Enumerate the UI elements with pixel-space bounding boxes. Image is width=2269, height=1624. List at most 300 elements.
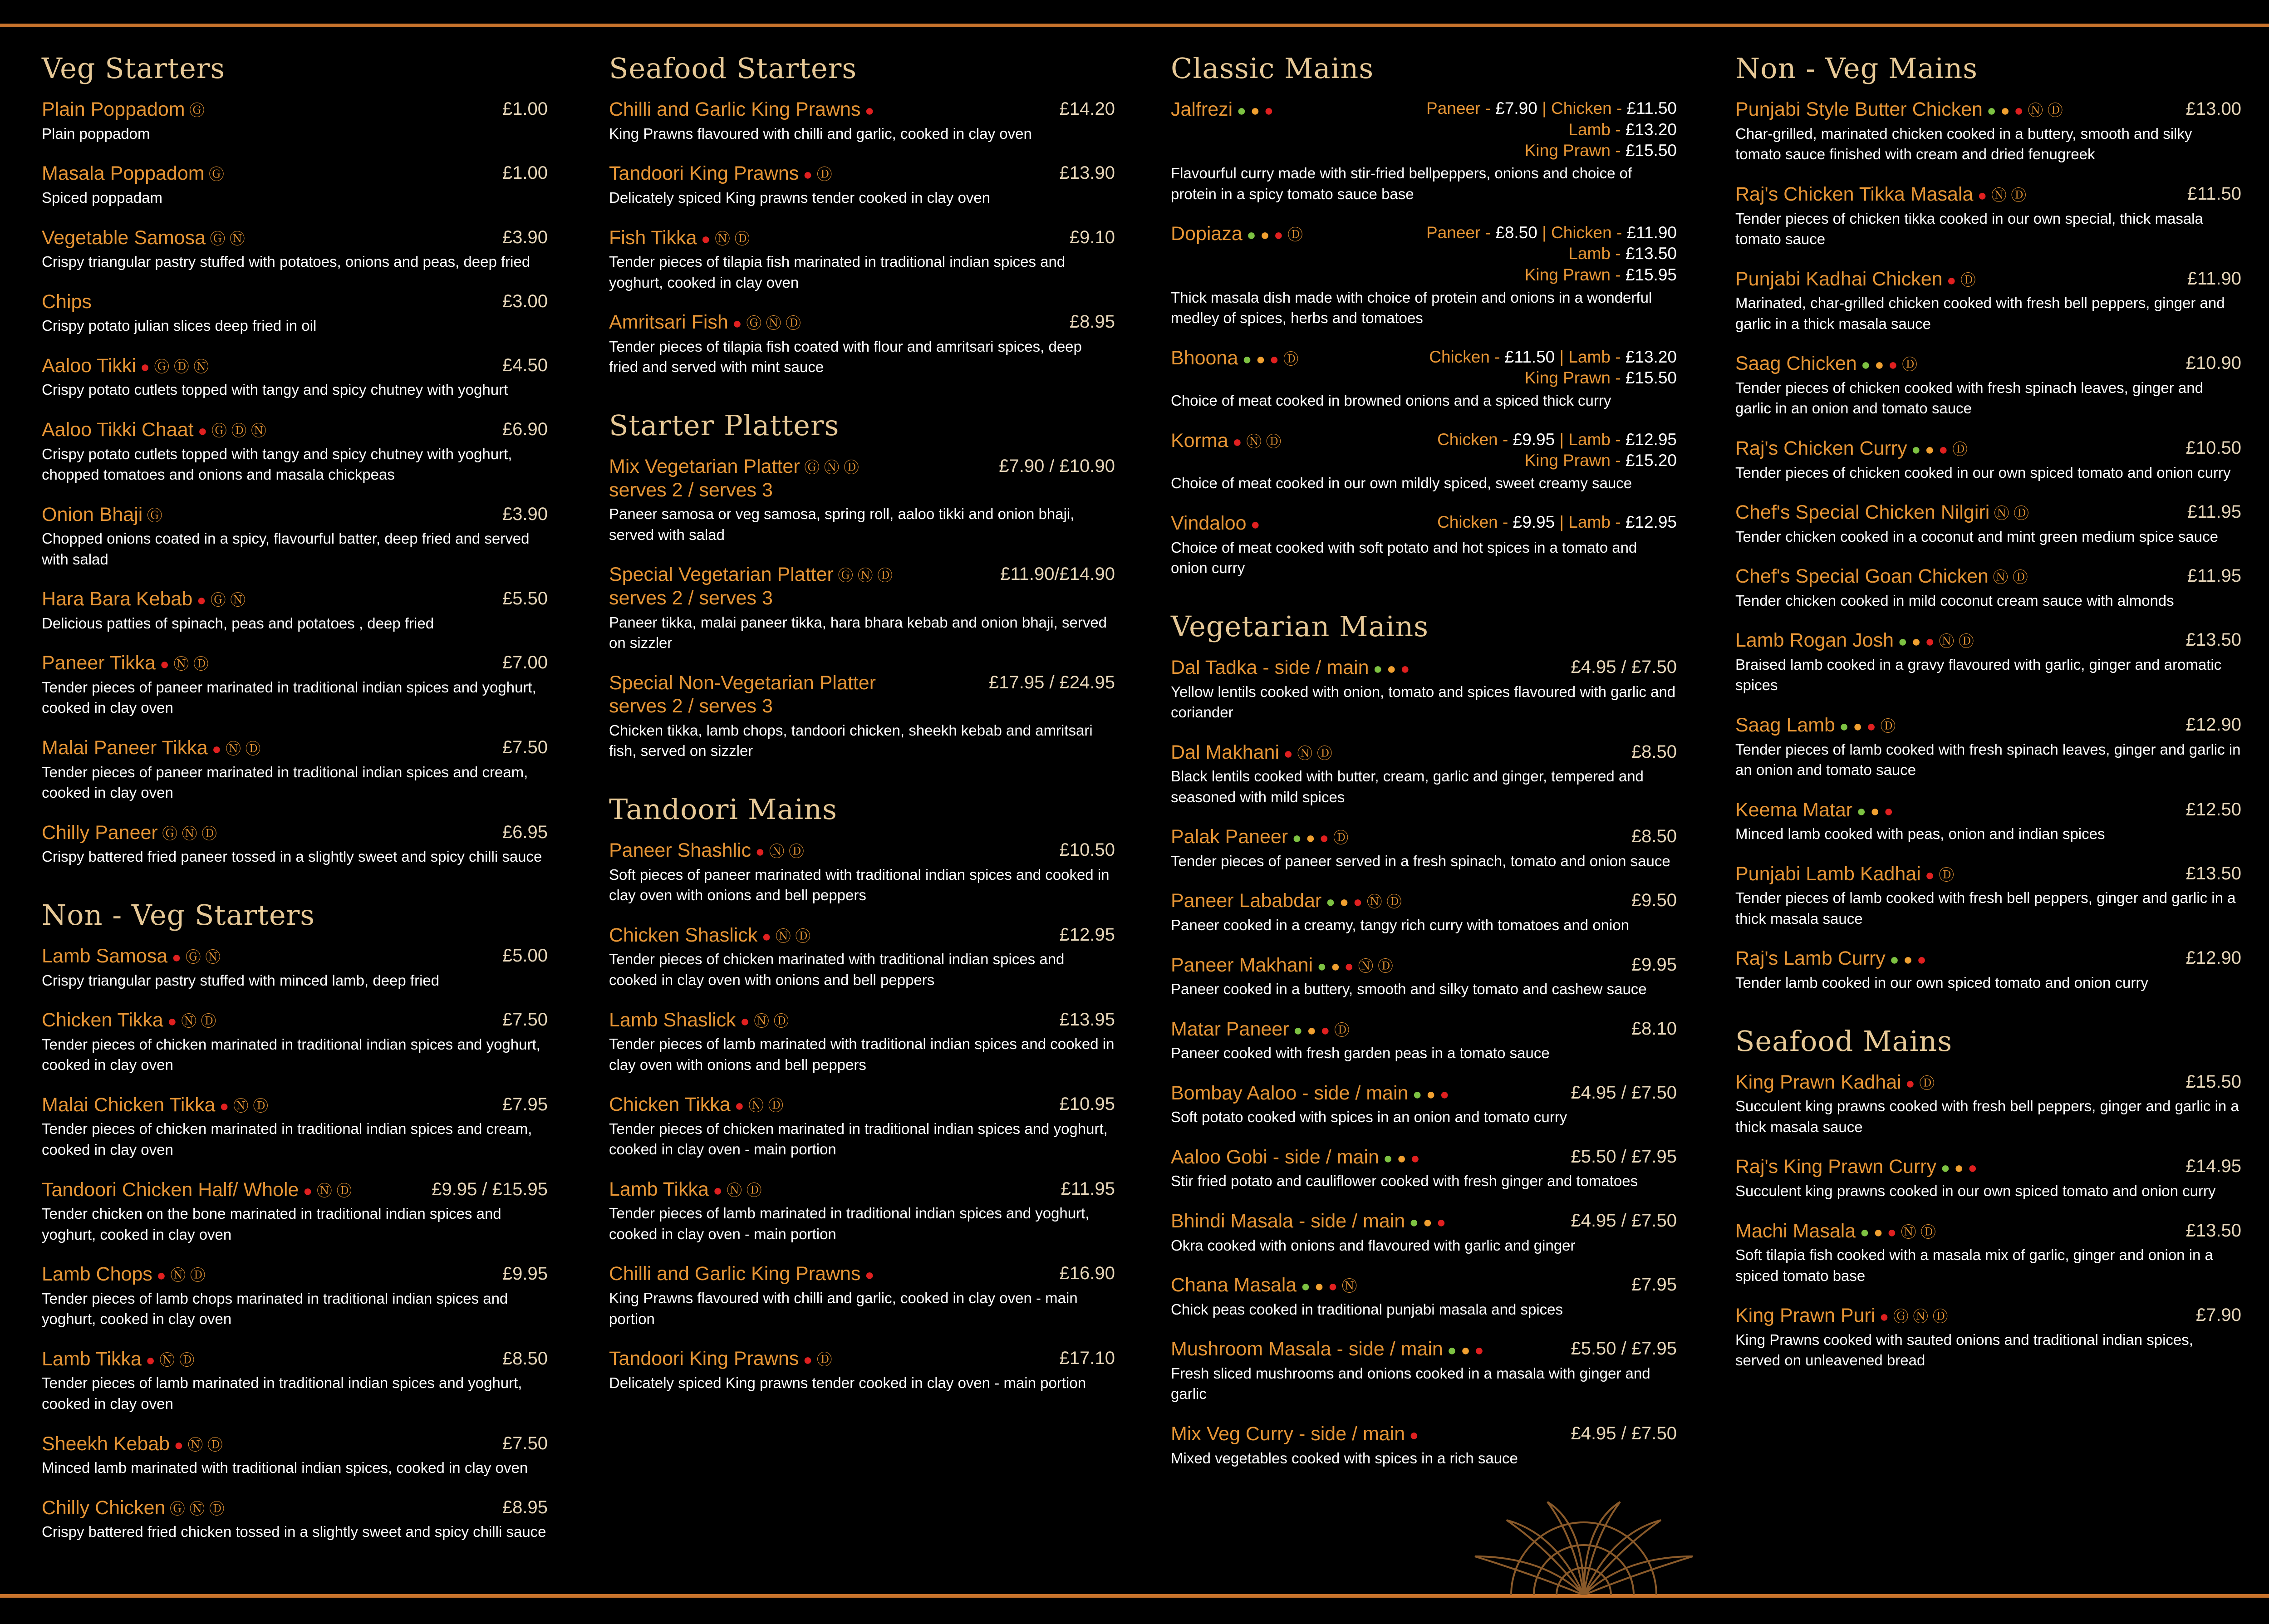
dairy-icon: Ⓓ: [2009, 505, 2029, 523]
item-name: Tandoori Chicken Half/ Whole: [42, 1178, 299, 1201]
item-name: Masala Poppadom: [42, 162, 205, 185]
item-price: £9.10: [1069, 227, 1115, 247]
dairy-icon: Ⓓ: [764, 1097, 784, 1115]
item-price: £11.95: [2187, 502, 2241, 522]
item-description: Yellow lentils cooked with onion, tomato and spices flavoured with garlic and coriander: [1171, 683, 1676, 721]
spice-dot-icon: ●: [1228, 433, 1242, 451]
spice-dot-icon: ●: [1405, 1214, 1419, 1231]
item-price: £8.10: [1631, 1018, 1677, 1039]
item-price: £8.50: [1631, 741, 1677, 762]
menu-item: [1171, 512, 1677, 579]
spice-dot-icon: ●: [799, 1351, 813, 1369]
item-name: Mix Vegetarian Platter: [609, 456, 800, 478]
item-description: Flavourful curry made with stir-fried bellpeppers, onions and choice of protein in a spicy tomato sauce base: [1171, 165, 1632, 202]
section-non-veg-starters: [42, 899, 548, 1542]
menu-item: [1735, 863, 2241, 929]
section-starter-platters: [609, 409, 1115, 761]
item-name: Sheekh Kebab: [42, 1433, 170, 1455]
item-description: Plain poppadom: [42, 125, 150, 142]
column-1: [42, 52, 548, 1560]
price-label: | Lamb -: [1555, 430, 1626, 449]
spice-dot-icon: ●: [1912, 951, 1926, 969]
item-price: £4.95 / £7.50: [1571, 657, 1677, 677]
price-value: £7.90: [1495, 99, 1537, 118]
spice-dot-icon: ●: [299, 1182, 313, 1200]
item-name: Chicken Tikka: [609, 1094, 731, 1116]
item-description: Soft pieces of paneer marinated with traditional indian spices and cooked in clay oven with onions and bell peppers: [609, 866, 1110, 904]
spice-dot-icon: ●: [1856, 1223, 1870, 1241]
spice-dot-icon: ●: [1335, 893, 1349, 911]
item-name: Aaloo Gobi - side / main: [1171, 1146, 1379, 1168]
spice-dot-icon: ●: [1260, 102, 1274, 120]
menu-item: [42, 1178, 548, 1245]
nuts-icon: Ⓝ: [2023, 102, 2043, 120]
spice-dot-icon: ●: [1252, 350, 1266, 368]
item-description: Tender chicken on the bone marinated in traditional indian spices and yoghurt, cooked in clay oven: [42, 1205, 501, 1243]
dairy-icon: Ⓓ: [227, 422, 247, 440]
section-title: Non - Veg Mains: [1735, 52, 1978, 85]
item-name: Bombay Aaloo - side / main: [1171, 1082, 1409, 1104]
gluten-icon: Ⓖ: [1889, 1308, 1909, 1326]
item-name: Raj's Chicken Curry: [1735, 437, 1907, 459]
price-label: Lamb -: [1568, 120, 1626, 139]
menu-item: [1171, 222, 1677, 329]
price-value: £9.95: [1513, 512, 1555, 531]
spice-dot-icon: ●: [730, 1097, 744, 1115]
menu-item: [1171, 741, 1677, 808]
menu-item: [1171, 98, 1677, 204]
item-price: £5.50 / £7.95: [1571, 1339, 1677, 1359]
spice-dot-icon: ●: [1269, 226, 1283, 244]
spice-dot-icon: ●: [1936, 1159, 1950, 1177]
dairy-icon: Ⓓ: [1312, 745, 1332, 762]
item-description: Tender pieces of tilapia fish coated with flour and amritsari spices, deep fried and served with mint sauce: [609, 338, 1082, 376]
item-name: Punjabi Kadhai Chicken: [1735, 268, 1943, 290]
spice-dot-icon: ●: [1369, 660, 1383, 677]
item-name: Paneer Shashlic: [609, 839, 751, 862]
item-price: £13.95: [1059, 1009, 1115, 1030]
dairy-icon: Ⓓ: [1262, 433, 1282, 451]
gluten-icon: Ⓖ: [206, 230, 226, 248]
spice-dot-icon: ●: [1288, 829, 1302, 847]
spice-dot-icon: ●: [799, 166, 813, 184]
spice-dot-icon: ●: [1246, 515, 1260, 533]
price-value: £11.50: [1626, 99, 1677, 118]
item-price: £4.95 / £7.50: [1571, 1211, 1677, 1231]
menu-item: [1735, 1220, 2241, 1286]
nuts-icon: Ⓝ: [183, 1436, 203, 1454]
nuts-icon: Ⓝ: [749, 1012, 770, 1030]
spice-dot-icon: ●: [1973, 186, 1987, 204]
menu-item: [42, 736, 548, 803]
item-name: Chilli and Garlic King Prawns: [609, 1263, 861, 1285]
item-price: £1.00: [502, 163, 548, 183]
spice-dot-icon: ●: [141, 1351, 155, 1369]
item-description: Tender chicken cooked in mild coconut cream sauce with almonds: [1735, 592, 2174, 609]
item-description: Delicately spiced King prawns tender cooked in clay oven - main portion: [609, 1374, 1086, 1391]
dairy-icon: Ⓓ: [2008, 569, 2028, 587]
item-description: Stir fried potato and cauliflower cooked with fresh ginger and tomatoes: [1171, 1173, 1638, 1190]
item-name: Tandoori King Prawns: [609, 1348, 799, 1370]
item-name: Matar Paneer: [1171, 1018, 1289, 1040]
menu-item: [1171, 1274, 1677, 1320]
spice-dot-icon: ●: [1982, 102, 1996, 120]
nuts-icon: Ⓝ: [226, 592, 246, 609]
spice-dot-icon: ●: [170, 1436, 184, 1454]
item-name: Chicken Shaslick: [609, 924, 758, 946]
item-description: Fresh sliced mushrooms and onions cooked in a masala with ginger and garlic: [1171, 1364, 1650, 1403]
dairy-icon: Ⓓ: [1373, 957, 1393, 975]
item-name: Raj's Lamb Curry: [1735, 947, 1886, 970]
dairy-icon: Ⓓ: [1916, 1223, 1936, 1241]
menu-item: [1735, 352, 2241, 419]
item-price: £7.95: [502, 1094, 548, 1114]
item-price: £11.95: [2187, 566, 2241, 586]
spice-dot-icon: ●: [1883, 1223, 1897, 1241]
item-description: Minced lamb cooked with peas, onion and indian spices: [1735, 825, 2105, 843]
item-description: Minced lamb marinated with traditional indian spices, cooked in clay oven: [42, 1459, 528, 1477]
item-description: Choice of meat cooked in our own mildly spiced, sweet creamy sauce: [1171, 475, 1632, 492]
dairy-icon: Ⓓ: [1283, 226, 1303, 244]
menu-item: [1171, 825, 1677, 871]
item-name: Vindaloo: [1171, 512, 1247, 534]
mandala-ornament-icon: [1466, 1497, 1702, 1595]
item-price: £14.95: [2186, 1156, 2241, 1177]
dairy-icon: Ⓓ: [203, 1436, 223, 1454]
spice-dot-icon: ●: [1396, 660, 1410, 677]
price-label: Lamb -: [1568, 244, 1626, 263]
price-label: King Prawn -: [1524, 141, 1626, 160]
item-description: Braised lamb cooked in a gravy flavoured with garlic, ginger and aromatic spices: [1735, 656, 2222, 694]
menu-item: [1735, 629, 2241, 696]
dairy-icon: Ⓓ: [1934, 866, 1955, 884]
item-name: Lamb Rogan Josh: [1735, 629, 1894, 652]
item-name: Malai Paneer Tikka: [42, 737, 208, 759]
menu-item: [609, 839, 1115, 906]
spice-dot-icon: ●: [1297, 1278, 1311, 1295]
spice-dot-icon: ●: [1326, 957, 1341, 975]
spice-dot-icon: ●: [1848, 717, 1862, 735]
item-name: Special Vegetarian Platter: [609, 564, 834, 586]
item-name: Fish Tikka: [609, 226, 697, 249]
spice-dot-icon: ●: [1321, 893, 1336, 911]
item-name: King Prawn Puri: [1735, 1305, 1876, 1327]
spice-dot-icon: ●: [193, 422, 207, 440]
menu-item: [1735, 98, 2241, 165]
nuts-icon: Ⓝ: [1362, 893, 1382, 911]
spice-dot-icon: ●: [1866, 802, 1880, 820]
item-description: Choice of meat cooked with soft potato and hot spices in a tomato and onion curry: [1171, 539, 1637, 577]
spice-dot-icon: ●: [1313, 957, 1327, 975]
item-price: £16.90: [1059, 1263, 1115, 1284]
menu-item: [42, 226, 548, 272]
spice-dot-icon: ●: [1419, 1214, 1433, 1231]
item-description: Thick masala dish made with choice of protein and onions in a wonderful medley of spices, herbs and tomatoes: [1171, 289, 1652, 327]
spice-dot-icon: ●: [1324, 1278, 1338, 1295]
menu-item: [42, 418, 548, 485]
item-name: Amritsari Fish: [609, 311, 728, 334]
menu-item: [42, 1433, 548, 1478]
nuts-icon: Ⓝ: [177, 825, 197, 843]
menu-item: [1735, 1155, 2241, 1201]
item-name: Paneer Lababdar: [1171, 890, 1322, 912]
item-price: £10.50: [2186, 437, 2241, 458]
item-name: Dal Tadka - side / main: [1171, 656, 1369, 678]
spice-dot-icon: ●: [1942, 271, 1956, 289]
dairy-icon: Ⓓ: [2006, 186, 2027, 204]
spice-dot-icon: ●: [1880, 802, 1894, 820]
spice-dot-icon: ●: [860, 102, 874, 120]
menu-item: [609, 1347, 1115, 1393]
menu-item: [609, 455, 1115, 545]
menu-item: [1735, 799, 2241, 844]
item-description: Tender pieces of lamb cooked with fresh bell peppers, ginger and garlic in a thick masala sauce: [1735, 889, 2236, 927]
column-4: [1735, 52, 2241, 1389]
item-price: £13.50: [2186, 630, 2241, 650]
spice-dot-icon: ●: [708, 1182, 722, 1199]
dairy-icon: Ⓓ: [1948, 441, 1968, 458]
item-price: £7.50: [502, 737, 548, 758]
spice-dot-icon: ●: [192, 592, 206, 609]
nuts-icon: Ⓝ: [1292, 745, 1313, 762]
gluten-icon: Ⓖ: [206, 592, 226, 609]
item-name: Machi Masala: [1735, 1220, 1856, 1242]
item-description: Chicken tikka, lamb chops, tandoori chicken, sheekh kebab and amritsari fish, served on sizzler: [609, 721, 1093, 760]
price-value: £15.95: [1625, 265, 1677, 284]
item-price: £7.90: [2195, 1305, 2241, 1325]
item-name: Palak Paneer: [1171, 826, 1288, 848]
section-non-veg-mains: [1735, 52, 2241, 993]
menu-item: [609, 563, 1115, 653]
gluten-icon: Ⓖ: [185, 102, 205, 120]
item-description: Paneer tikka, malai paneer tikka, hara bhara kebab and onion bhaji, served on sizzler: [609, 613, 1107, 652]
item-price: £13.50: [2186, 1220, 2241, 1241]
spice-dot-icon: ●: [1302, 1021, 1316, 1039]
spice-dot-icon: ●: [697, 230, 711, 248]
item-description: Tender pieces of chicken marinated in traditional indian spices and yoghurt, cooked in clay oven - main portion: [609, 1120, 1108, 1158]
item-description: Tender pieces of tilapia fish marinated in traditional indian spices and yoghurt, cooked in clay oven: [609, 253, 1066, 291]
spice-dot-icon: ●: [1996, 102, 2010, 120]
item-price: £10.90: [2186, 353, 2241, 373]
spice-dot-icon: ●: [1870, 356, 1884, 374]
menu-item: [1735, 437, 2241, 483]
nuts-icon: Ⓝ: [1354, 957, 1374, 975]
item-price: £17.95 / £24.95: [988, 672, 1115, 692]
nuts-icon: Ⓝ: [761, 315, 781, 333]
nuts-icon: Ⓝ: [166, 1267, 186, 1285]
menu-item: [1171, 1210, 1677, 1256]
item-description: Crispy potato cutlets topped with tangy and spicy chutney with yoghurt: [42, 381, 508, 398]
item-name: Lamb Tikka: [609, 1178, 709, 1200]
dairy-icon: Ⓓ: [205, 1500, 225, 1518]
spice-dot-icon: ●: [1406, 1149, 1420, 1167]
dairy-icon: Ⓓ: [1954, 633, 1974, 651]
item-description: Tender pieces of paneer served in a fresh spinach, tomato and onion sauce: [1171, 852, 1670, 869]
item-description: Okra cooked with onions and flavoured with garlic and ginger: [1171, 1236, 1576, 1254]
dairy-icon: Ⓓ: [1330, 1021, 1350, 1039]
menu-item: [42, 1348, 548, 1414]
spice-dot-icon: ●: [1289, 1021, 1303, 1039]
price-label: Paneer -: [1426, 99, 1496, 118]
item-price: £1.00: [502, 99, 548, 119]
menu-item: [1735, 501, 2241, 547]
item-name: Mushroom Masala - side / main: [1171, 1338, 1443, 1360]
nuts-icon: Ⓝ: [765, 843, 785, 861]
item-description: Crispy potato julian slices deep fried in oil: [42, 317, 317, 334]
price-label: King Prawn -: [1524, 368, 1626, 388]
spice-dot-icon: ●: [1408, 1085, 1422, 1103]
menu-item: [1735, 268, 2241, 334]
spice-dot-icon: ●: [1310, 1278, 1324, 1295]
spice-dot-icon: ●: [1894, 633, 1907, 651]
menu-item: [609, 672, 1115, 761]
gluten-icon: Ⓖ: [800, 459, 820, 477]
spice-dot-icon: ●: [1907, 441, 1921, 458]
item-description: Crispy potato cutlets topped with tangy and spicy chutney with yoghurt, chopped tomatoes and onions and masala chickpeas: [42, 445, 512, 483]
item-price: £15.50: [2186, 1071, 2241, 1092]
item-description: Tender lamb cooked in our own spiced tomato and onion curry: [1735, 974, 2148, 991]
nuts-icon: Ⓝ: [225, 230, 245, 248]
spice-dot-icon: ●: [1233, 102, 1247, 120]
menu-item: [42, 1009, 548, 1075]
dairy-icon: Ⓓ: [1329, 829, 1349, 847]
item-price-list: [1426, 98, 1677, 161]
item-name: Aaloo Tikki: [42, 354, 136, 377]
spice-dot-icon: ●: [860, 1266, 874, 1284]
section-title: Seafood Starters: [609, 52, 857, 85]
item-name: Plain Poppadom: [42, 98, 185, 121]
dairy-icon: Ⓓ: [784, 843, 805, 861]
section-title: Tandoori Mains: [609, 792, 837, 826]
item-description: Soft potato cooked with spices in an onion and tomato curry: [1171, 1109, 1567, 1126]
menu-item: [42, 354, 548, 400]
section-veg-starters: [42, 52, 548, 867]
item-name: Paneer Tikka: [42, 652, 156, 674]
item-price: £9.95: [1631, 954, 1677, 975]
spice-dot-icon: ●: [1907, 633, 1921, 651]
item-price: £9.95 / £15.95: [432, 1179, 548, 1199]
item-description: King Prawns flavoured with chilli and garlic, cooked in clay oven - main portion: [609, 1290, 1078, 1327]
menu-item: [42, 1094, 548, 1160]
section-seafood-starters: [609, 52, 1115, 378]
item-price: £8.95: [502, 1497, 548, 1517]
spice-dot-icon: ●: [152, 1267, 166, 1285]
item-description: Tender pieces of chicken cooked in our own spiced tomato and onion curry: [1735, 464, 2231, 481]
gluten-icon: Ⓖ: [204, 166, 225, 184]
spice-dot-icon: ●: [1432, 1214, 1446, 1231]
nuts-icon: Ⓝ: [1988, 569, 2009, 587]
spice-dot-icon: ●: [1349, 893, 1363, 911]
item-name: Chana Masala: [1171, 1274, 1297, 1296]
dairy-icon: Ⓓ: [1928, 1308, 1948, 1326]
item-name: Chef's Special Goan Chicken: [1735, 565, 1989, 588]
nuts-icon: Ⓝ: [246, 422, 266, 440]
nuts-icon: Ⓝ: [744, 1097, 764, 1115]
item-price-list: [1426, 222, 1677, 285]
item-price: £5.50 / £7.95: [1571, 1146, 1677, 1167]
gluten-icon: Ⓖ: [181, 949, 201, 967]
price-value: £15.50: [1625, 141, 1677, 160]
dairy-icon: Ⓓ: [812, 166, 832, 184]
dairy-icon: Ⓓ: [197, 825, 217, 843]
item-description: Mixed vegetables cooked with spices in a rich sauce: [1171, 1449, 1518, 1467]
spice-dot-icon: ●: [1279, 745, 1293, 762]
nuts-icon: Ⓝ: [1987, 186, 2007, 204]
menu-item: [1171, 1018, 1677, 1064]
spice-dot-icon: ●: [1920, 441, 1935, 458]
item-price-list: [1437, 512, 1677, 533]
price-label: Chicken -: [1437, 430, 1513, 449]
menu-item: [1735, 565, 2241, 611]
nuts-icon: Ⓝ: [169, 656, 189, 673]
spice-dot-icon: ●: [1884, 356, 1898, 374]
item-description: Delicious patties of spinach, peas and potatoes , deep fried: [42, 614, 434, 632]
item-price: £3.90: [502, 227, 548, 247]
item-price: £12.50: [2186, 799, 2241, 819]
menu-item: [42, 821, 548, 867]
item-name: Chilly Paneer: [42, 821, 158, 844]
item-description: Spiced poppadam: [42, 189, 163, 206]
spice-dot-icon: ●: [1422, 1085, 1436, 1103]
price-value: £12.95: [1625, 430, 1677, 449]
item-name: Mix Veg Curry - side / main: [1171, 1423, 1405, 1445]
menu-item: [1171, 347, 1677, 411]
dairy-icon: Ⓓ: [1915, 1074, 1935, 1092]
price-value: £9.95: [1513, 430, 1555, 449]
item-description: King Prawns cooked with sauted onions and traditional indian spices, served on unleavened bread: [1735, 1331, 2193, 1369]
item-description: Tender pieces of chicken cooked with fresh spinach leaves, ginger and garlic in an onion and tomato sauce: [1735, 379, 2203, 417]
spice-dot-icon: ●: [136, 358, 150, 376]
nuts-icon: Ⓝ: [155, 1351, 175, 1369]
nuts-icon: Ⓝ: [1934, 633, 1955, 651]
item-price: £11.95: [1061, 1178, 1115, 1199]
item-price: £3.90: [502, 504, 548, 524]
item-name: Lamb Samosa: [42, 945, 168, 967]
item-price: £13.90: [1059, 163, 1115, 183]
menu-item: [42, 652, 548, 718]
section-title: Vegetarian Mains: [1171, 609, 1429, 643]
dairy-icon: Ⓓ: [1382, 893, 1402, 911]
price-label: Chicken -: [1429, 347, 1505, 366]
gluten-icon: Ⓖ: [207, 422, 227, 440]
nuts-icon: Ⓝ: [710, 230, 730, 248]
nuts-icon: Ⓝ: [1896, 1223, 1916, 1241]
column-2: [609, 52, 1115, 1411]
dairy-icon: Ⓓ: [169, 358, 189, 376]
spice-dot-icon: ●: [1899, 951, 1913, 969]
item-description: Paneer cooked in a creamy, tangy rich curry with tomatoes and onion: [1171, 916, 1630, 933]
menu-item: [1171, 429, 1677, 494]
item-name: Chilly Chicken: [42, 1496, 166, 1519]
spice-dot-icon: ●: [1435, 1085, 1449, 1103]
nuts-icon: Ⓝ: [1989, 505, 2009, 523]
nuts-icon: Ⓝ: [820, 459, 840, 477]
spice-dot-icon: ●: [1382, 660, 1396, 677]
item-price: £5.00: [502, 946, 548, 966]
spice-dot-icon: ●: [1470, 1342, 1484, 1359]
nuts-icon: Ⓝ: [312, 1182, 332, 1200]
item-price-list: [1429, 347, 1677, 389]
section-title: Veg Starters: [42, 52, 226, 85]
spice-dot-icon: ●: [1862, 717, 1876, 735]
item-name: King Prawn Kadhai: [1735, 1071, 1901, 1093]
price-label: | Lamb -: [1555, 347, 1626, 366]
price-value: £15.50: [1625, 368, 1677, 388]
item-price: £3.00: [502, 291, 548, 311]
spice-dot-icon: ●: [1392, 1149, 1406, 1167]
item-name: Keema Matar: [1735, 799, 1853, 821]
item-name: Aaloo Tikki Chaat: [42, 418, 194, 441]
